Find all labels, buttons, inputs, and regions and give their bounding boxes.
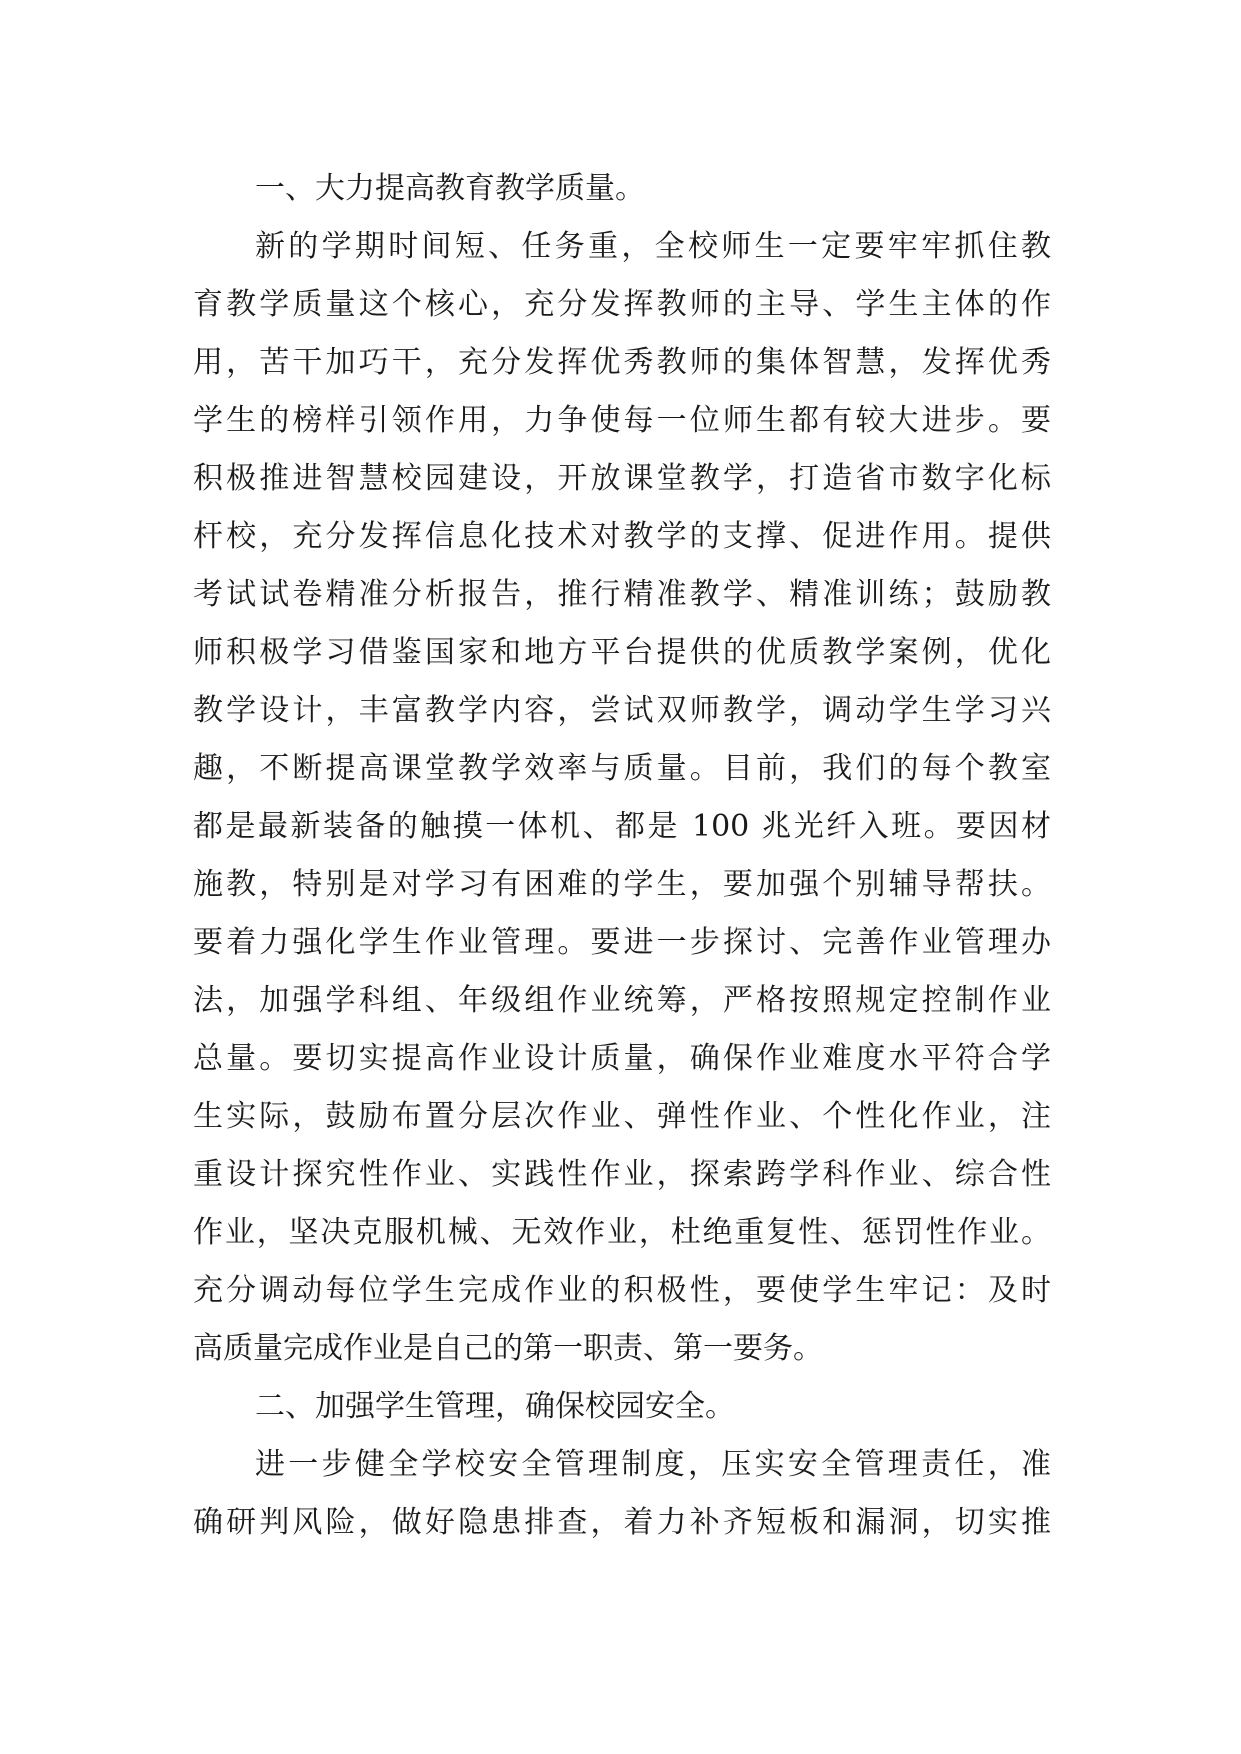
text-line: 进一步健全学校安全管理制度，压实安全管理责任，准 [255,1447,1051,1482]
text-line: 重设计探究性作业、实践性作业，探索跨学科作业、综合性 [193,1157,1051,1192]
text-line: 积极推进智慧校园建设，开放课堂教学，打造省市数字化标 [193,461,1051,496]
text-line: 高质量完成作业是自己的第一职责、第一要务。 [193,1331,823,1366]
text-line: 确研判风险，做好隐患排查，着力补齐短板和漏洞，切实推 [193,1505,1051,1540]
text-line: 育教学质量这个核心，充分发挥教师的主导、学生主体的作 [193,287,1051,322]
text-line: 杆校，充分发挥信息化技术对教学的支撑、促进作用。提供 [193,519,1051,554]
text-line: 教学设计，丰富教学内容，尝试双师教学，调动学生学习兴 [193,693,1051,728]
text-line: 要着力强化学生作业管理。要进一步探讨、完善作业管理办 [193,925,1051,960]
text-line: 学生的榜样引领作用，力争使每一位师生都有较大进步。要 [193,403,1051,438]
text-line: 趣，不断提高课堂教学效率与质量。目前，我们的每个教室 [193,751,1051,786]
text-line: 新的学期时间短、任务重，全校师生一定要牢牢抓住教 [255,229,1051,264]
text-line: 考试试卷精准分析报告，推行精准教学、精准训练；鼓励教 [193,577,1051,612]
text-line: 充分调动每位学生完成作业的积极性，要使学生牢记：及时 [193,1273,1051,1308]
text-line: 都是最新装备的触摸一体机、都是 100 兆光纤入班。要因材 [193,809,1051,844]
text-line: 一、大力提高教育教学质量。 [255,171,645,206]
text-line: 法，加强学科组、年级组作业统筹，严格按照规定控制作业 [193,983,1051,1018]
text-line: 作业，坚决克服机械、无效作业，杜绝重复性、惩罚性作业。 [193,1215,1051,1250]
text-line: 生实际，鼓励布置分层次作业、弹性作业、个性化作业，注 [193,1099,1051,1134]
text-line: 师积极学习借鉴国家和地方平台提供的优质教学案例，优化 [193,635,1051,670]
text-line: 施教，特别是对学习有困难的学生，要加强个别辅导帮扶。 [193,867,1051,902]
document-body [193,160,1051,1552]
text-line: 二、加强学生管理，确保校园安全。 [255,1389,735,1424]
text-line: 用，苦干加巧干，充分发挥优秀教师的集体智慧，发挥优秀 [193,345,1051,380]
text-line: 总量。要切实提高作业设计质量，确保作业难度水平符合学 [193,1041,1051,1076]
